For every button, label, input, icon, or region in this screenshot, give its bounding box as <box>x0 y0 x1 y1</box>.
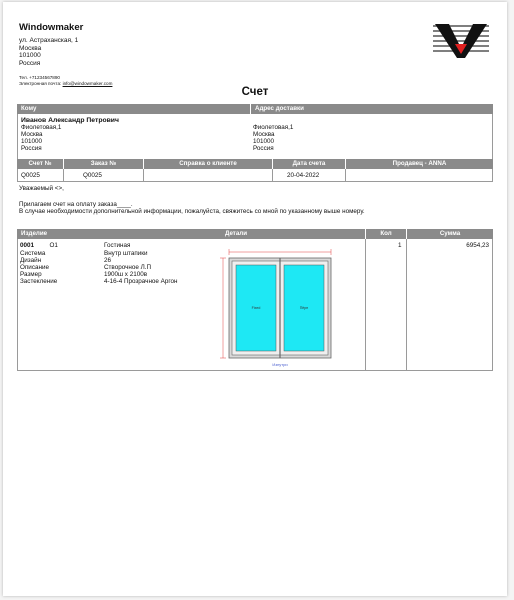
header-details: Детали <box>224 230 248 237</box>
item-number: 0001 <box>20 242 35 249</box>
detail-label: Размер <box>20 271 42 278</box>
invoice-number: Q0025 <box>21 172 40 179</box>
header-invoice-date: Дата счета <box>292 160 326 167</box>
window-drawing <box>217 246 343 370</box>
item-row <box>20 242 58 249</box>
address-line: ул. Астраханская, 1 <box>19 37 79 44</box>
message-line: Прилагаем счет на оплату заказа____. <box>19 201 133 208</box>
recipient-line: Москва <box>21 131 43 138</box>
address-line: Россия <box>19 59 41 67</box>
detail-label: Система <box>20 250 46 257</box>
document-title: Счет <box>241 86 269 98</box>
detail-value: 1900ш x 2100в <box>104 271 148 278</box>
email-label: Электронная почта: <box>19 81 62 86</box>
company-name: Windowmaker <box>19 22 84 33</box>
recipient-line: 101000 <box>21 138 43 145</box>
item-code: O1 <box>49 242 58 249</box>
header-shipping: Адрес доставки <box>255 105 304 112</box>
invoice-table-header <box>17 159 493 169</box>
shipping-line: 101000 <box>253 138 275 145</box>
greeting: Уважаемый <>, <box>19 185 64 192</box>
header-item: Изделие <box>21 230 48 237</box>
message <box>19 201 365 215</box>
company-address <box>19 37 78 67</box>
address-line: Москва <box>19 44 42 52</box>
shipping-line: Фиолетовая,1 <box>253 124 294 131</box>
header-customer-ref: Справка о клиенте <box>179 160 237 167</box>
column-line <box>143 169 144 182</box>
item-details-values <box>104 250 178 285</box>
recipient-header <box>17 104 493 114</box>
recipient-line: Фиолетовая,1 <box>21 124 62 131</box>
left-sash-label: Fixed <box>251 306 261 310</box>
message-line: В случае необходимости дополнительной информации, пожалуйста, свяжитесь со мной по указанному выше номеру. <box>19 208 365 215</box>
header-order-no: Заказ № <box>90 160 117 167</box>
email-link[interactable]: info@windowmaker.com <box>62 81 113 86</box>
detail-label: Описание <box>20 264 49 271</box>
order-number: Q0025 <box>83 172 102 179</box>
detail-label: Застекление <box>20 278 58 285</box>
column-line <box>365 239 366 371</box>
column-line <box>272 169 273 182</box>
company-logo <box>431 22 491 60</box>
item-room: Гостиная <box>104 242 131 249</box>
column-line <box>345 169 346 182</box>
header-invoice-no: Счет № <box>28 160 52 167</box>
invoice-page <box>3 2 507 596</box>
header-sum: Сумма <box>439 230 461 237</box>
items-table-header <box>17 229 493 239</box>
right-sash-label: Пёрн <box>299 306 309 310</box>
item-sum: 6954,23 <box>466 242 489 249</box>
item-details-labels <box>20 250 57 285</box>
detail-value: Внутр штапики <box>104 250 148 257</box>
shipping-block <box>253 124 293 152</box>
column-divider <box>250 104 251 114</box>
shipping-line: Москва <box>253 131 275 138</box>
column-line <box>63 169 64 182</box>
recipient-block <box>21 117 119 152</box>
phone: Тел. +71234567890 <box>19 75 60 80</box>
shipping-line: Россия <box>253 145 274 152</box>
recipient-line: Россия <box>21 145 42 152</box>
header-seller: Продавец - ANNA <box>392 160 447 167</box>
detail-label: Дизайн <box>20 257 42 264</box>
recipient-name: Иванов Александр Петрович <box>21 117 119 124</box>
detail-value: Створочное Л.П <box>104 264 151 271</box>
detail-value: 4-16-4 Прозрачное Аргон <box>104 278 178 285</box>
view-label: Изнутри <box>272 362 288 367</box>
header-to: Кому <box>21 105 37 112</box>
invoice-date: 20-04-2022 <box>287 172 320 179</box>
address-line: 101000 <box>19 52 41 60</box>
item-qty: 1 <box>398 242 402 249</box>
header-qty: Кол <box>380 230 392 237</box>
column-line <box>406 239 407 371</box>
detail-value: 26 <box>104 257 112 264</box>
